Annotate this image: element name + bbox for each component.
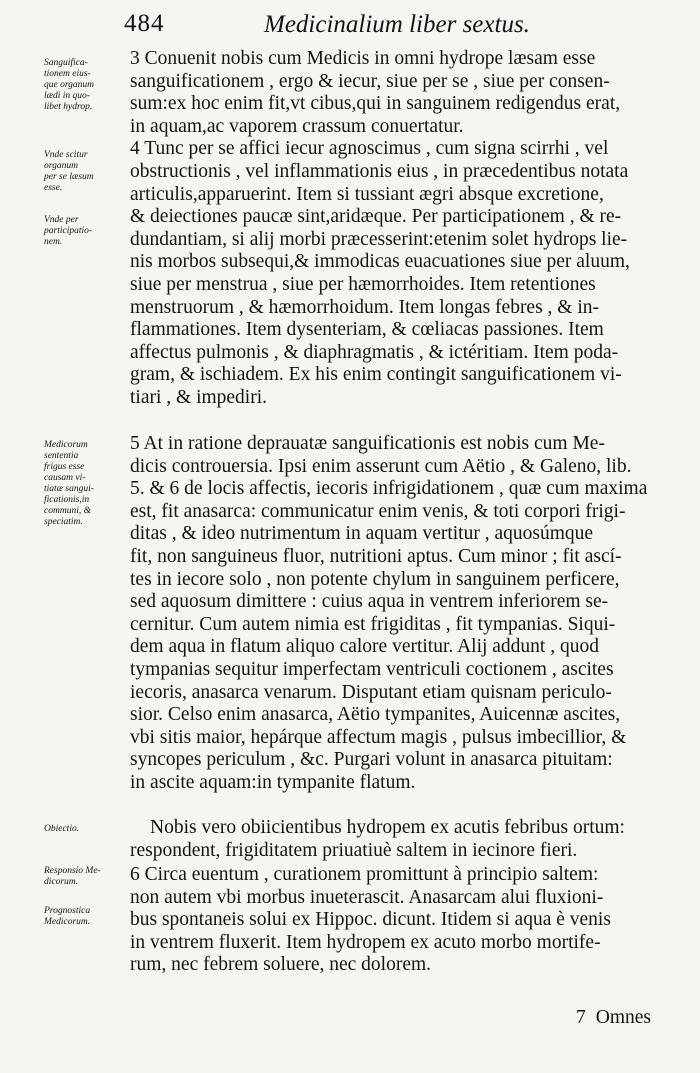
text-line: flammationes. Item dysenteriam, & cœliacas passiones. Item [130, 319, 604, 341]
text-line: 3 Conuenit nobis cum Medicis in omni hydrope læsam esse [130, 48, 596, 69]
text-line: cernitur. Cum autem nimia est frigiditas , fit tympanias. Siqui- [130, 613, 616, 635]
text-line: iecoris, anasarca venarum. Disputant etiam quisnam periculo- [130, 681, 612, 703]
text-line: rum, nec febrem soluere, nec dolorem. [130, 954, 432, 976]
body-text-para-3-4 [130, 48, 678, 410]
text-line: sed aquosum dimittere : cuius aqua in ventrem inferiorem se- [130, 591, 609, 613]
page-header [124, 10, 684, 44]
body-text-objection [150, 817, 678, 840]
text-line: in ascite aquam:in tympanite flatum. [130, 771, 416, 793]
text-line: nis morbos subsequi,& immodicas euacuationes siue per aluum, [130, 251, 630, 273]
body-text-para-5 [130, 433, 678, 795]
margin-note-response: Responsio Me- dicorum. [44, 866, 101, 887]
text-line: siue per menstrua , siue per hæmorrhoides. Item retentiones [130, 273, 596, 295]
text-line: tes in iecore solo , non potente chylum in sanguinem perficere, [130, 568, 620, 590]
margin-note-physicians-opinion: Medicorum sententia frigus esse causam vi- tiatæ sangui- ficationis,in communi, & speciatim. [44, 440, 94, 527]
text-line: gram, & ischiadem. Ex his enim contingit sanguificationem vi- [130, 364, 622, 386]
margin-note-objection: Obiectio. [44, 824, 80, 834]
text-line: menstruorum , & hæmorrhoidum. Item longas febres , & in- [130, 296, 600, 318]
margin-note-sanguification: Sanguifica- tionem eius- que organum lædi in quo- libet hydrop. [44, 58, 95, 112]
text-line: dicis controuersia. Ipsi enim asserunt cum Aëtio , & Galeno, lib. [130, 455, 632, 477]
text-line: fit, non sanguineus fluor, nutritioni aptus. Cum minor ; fit ascí- [130, 545, 622, 567]
running-title: Medicinalium liber sextus. [264, 11, 530, 38]
text-line: & deiectiones paucæ sint,aridæque. Per participationem , & re- [130, 206, 622, 228]
text-line: ditas , & ideo nutrimentum in aquam vertitur , aquosúmque [130, 523, 594, 545]
text-line: non autem vbi morbus inueterascit. Anasarcam alui fluxioni- [130, 886, 604, 908]
text-line: in aquam,ac vaporem crassum conuertatur. [130, 115, 464, 137]
text-line: sanguificationem , ergo & iecur, siue per se , siue per consen- [130, 70, 610, 92]
text-line: vbi sitis maior, hepárque affectum magis , pulsus imbecillior, & [130, 726, 627, 748]
body-text-para-6 [130, 864, 678, 977]
text-line: 4 Tunc per se affici iecur agnoscimus , cum signa scirrhi , vel [130, 138, 609, 160]
text-line: bus spontaneis solui ex Hippoc. dicunt. Itidem si aqua è venis [130, 909, 611, 931]
text-line: syncopes periculum , &c. Purgari volunt in anasarca pituitam: [130, 749, 613, 771]
text-line: est, fit anasarca: communicatur enim venis, & toti corpori frigi- [130, 500, 626, 522]
text-line: in ventrem fluxerit. Item hydropem ex acuto morbo mortife- [130, 931, 601, 953]
text-line: respondent, frigiditatem priuatiuè saltem in iecinore fieri. [130, 840, 578, 861]
catchword [576, 1007, 661, 1029]
text-line: 5 At in ratione deprauatæ sanguificationis est nobis cum Me- [130, 433, 605, 454]
text-line: dem aqua in flatum aliquo calore vertitur. Alij addunt , quod [130, 636, 599, 658]
text-line: sior. Celso enim anasarca, Aëtio tympanites, Auicennæ ascites, [130, 704, 621, 726]
signature-mark: 7 [576, 1007, 586, 1028]
text-line: tiari , & impediri. [130, 386, 268, 408]
text-line: articulis,apparuerint. Item si tussiant ægri absque excretione, [130, 183, 604, 205]
text-line: 6 Circa euentum , curationem promittunt à principio saltem: [130, 864, 599, 885]
margin-note-prognostics: Prognostica Medicorum. [44, 906, 91, 927]
text-line: 5. & 6 de locis affectis, iecoris infrigidationem , quæ cum maxima [130, 478, 648, 500]
text-line: Nobis vero obiicientibus hydropem ex acutis febribus ortum: [150, 817, 625, 838]
text-line: sum:ex hoc enim fit,vt cibus,qui in sanguinem redigendus erat, [130, 93, 621, 115]
text-line: tympanias sequitur imperfectam ventriculi coctionem , ascites [130, 658, 614, 680]
margin-note-participation: Vnde per participatio- nem. [44, 215, 93, 247]
margin-note-organ-affected: Vnde scitur organum per se læsum esse. [44, 150, 94, 193]
body-text-response [130, 840, 678, 863]
text-line: dundantiam, si alij morbi præcesserint:etenim solet hydrops lie- [130, 228, 628, 250]
text-line: affectus pulmonis , & diaphragmatis , & ictéritiam. Item poda- [130, 341, 619, 363]
page-number: 484 [124, 10, 165, 37]
text-line: obstructionis , vel inflammationis eius , in præcedentibus notata [130, 160, 629, 182]
catchword-text: Omnes [595, 1007, 651, 1028]
